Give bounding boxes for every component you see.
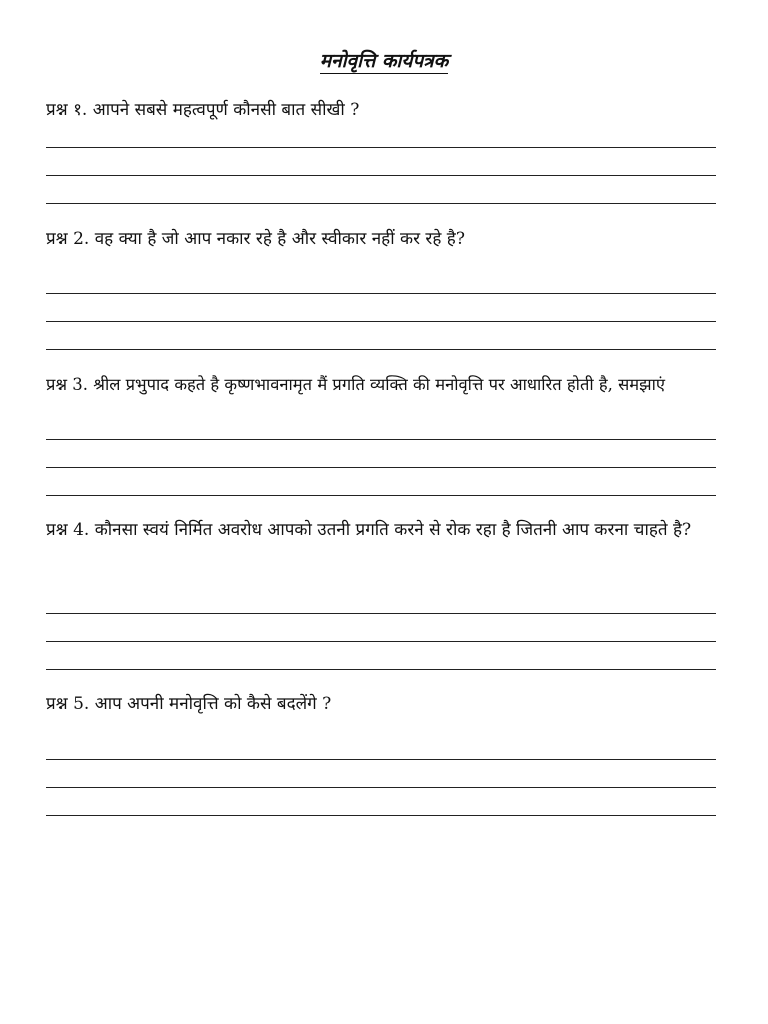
answer-line-3-3[interactable] (46, 495, 716, 496)
question-3: प्रश्न 3. श्रील प्रभुपाद कहते है कृष्णभावनामृत मैं प्रगति व्यक्ति की मनोवृत्ति पर आधारित होती है, समझाएं (46, 375, 666, 394)
worksheet-title-text: मनोवृत्ति कार्यपत्रक (319, 50, 449, 72)
answer-line-1-3[interactable] (46, 203, 716, 204)
answer-line-5-1[interactable] (46, 759, 716, 760)
answer-line-1-1[interactable] (46, 147, 716, 148)
answer-line-2-3[interactable] (46, 349, 716, 350)
answer-line-3-2[interactable] (46, 467, 716, 468)
question-4: प्रश्न 4. कौनसा स्वयं निर्मित अवरोध आपको उतनी प्रगति करने से रोक रहा है जितनी आप करना चाहते है? (46, 520, 692, 540)
answer-line-5-3[interactable] (46, 815, 716, 816)
answer-line-4-2[interactable] (46, 641, 716, 642)
answer-line-5-2[interactable] (46, 787, 716, 788)
question-5: प्रश्न 5. आप अपनी मनोवृत्ति को कैसे बदलेंगे ? (46, 694, 332, 714)
answer-line-4-1[interactable] (46, 613, 716, 614)
answer-line-3-1[interactable] (46, 439, 716, 440)
question-1: प्रश्न १. आपने सबसे महत्वपूर्ण कौनसी बात सीखी ? (46, 100, 360, 120)
answer-line-2-2[interactable] (46, 321, 716, 322)
answer-line-2-1[interactable] (46, 293, 716, 294)
worksheet-title (0, 47, 768, 73)
answer-line-4-3[interactable] (46, 669, 716, 670)
question-2: प्रश्न 2. वह क्या है जो आप नकार रहे है और स्वीकार नहीं कर रहे है? (46, 229, 465, 249)
answer-line-1-2[interactable] (46, 175, 716, 176)
